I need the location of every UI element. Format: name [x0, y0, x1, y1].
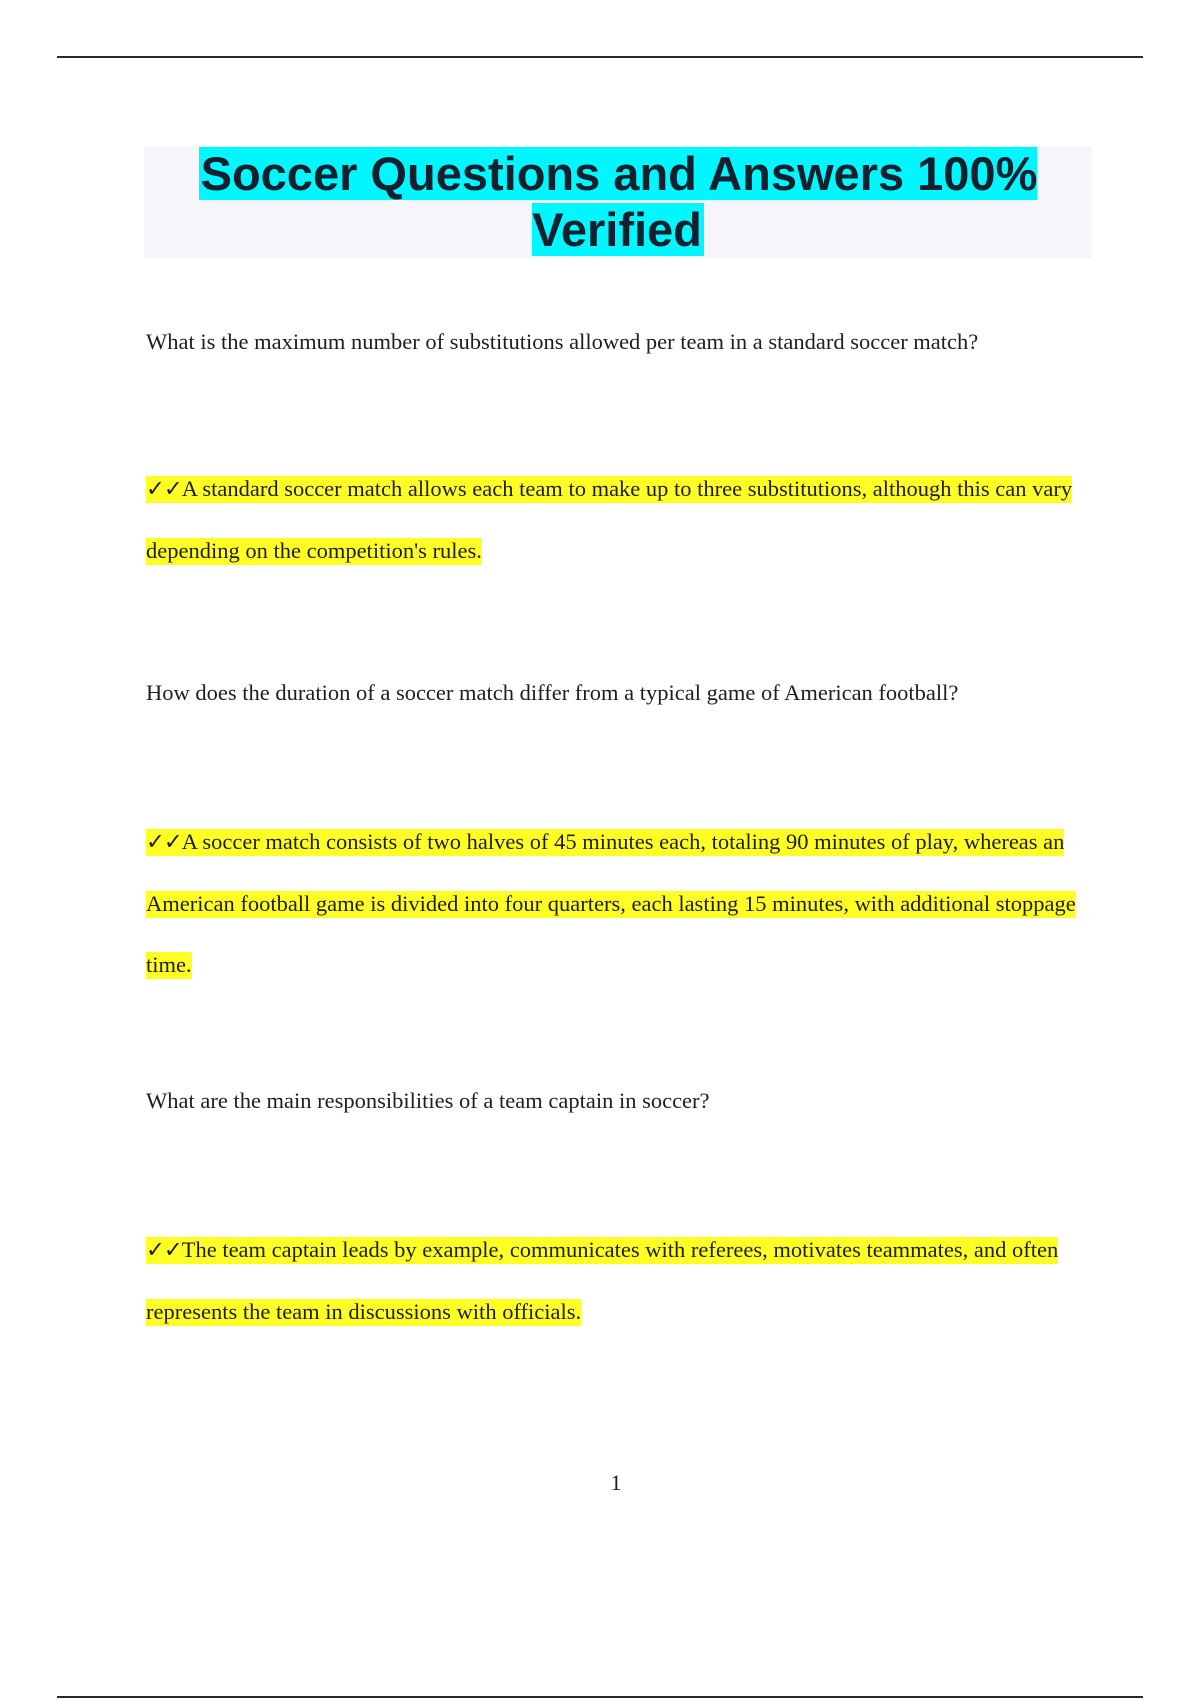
answer-2 — [146, 811, 1076, 995]
answer-3 — [146, 1219, 1076, 1342]
question-3: What are the main responsibilities of a team captain in soccer? — [146, 1088, 710, 1113]
document-title: Soccer Questions and Answers 100% Verified — [200, 147, 1038, 256]
answer-3-text: The team captain leads by example, communicates with referees, motivates teammates, and often represents the team in discussions with officials. — [146, 1237, 1059, 1324]
answer-1-highlight — [146, 476, 1072, 565]
page-number: 1 — [610, 1470, 622, 1495]
bottom-rule — [57, 1696, 1143, 1698]
answer-2-highlight — [146, 829, 1076, 979]
check-icon: ✓✓ — [146, 476, 182, 502]
check-icon: ✓✓ — [146, 1237, 182, 1263]
answer-1-text: A standard soccer match allows each team to make up to three substitutions, although this can vary depending on the competition's rules. — [146, 476, 1073, 563]
answer-2-text: A soccer match consists of two halves of 45 minutes each, totaling 90 minutes of play, whereas an American football game is divided into four quarters, each lasting 15 minutes, with additional stoppage time. — [146, 829, 1076, 977]
answer-3-highlight — [146, 1237, 1058, 1326]
top-rule — [57, 56, 1143, 58]
title-block — [144, 146, 1092, 258]
answer-1 — [146, 458, 1076, 581]
check-icon: ✓✓ — [146, 829, 182, 855]
question-2: How does the duration of a soccer match differ from a typical game of American football? — [146, 680, 959, 705]
question-1: What is the maximum number of substitutions allowed per team in a standard soccer match? — [146, 329, 979, 354]
